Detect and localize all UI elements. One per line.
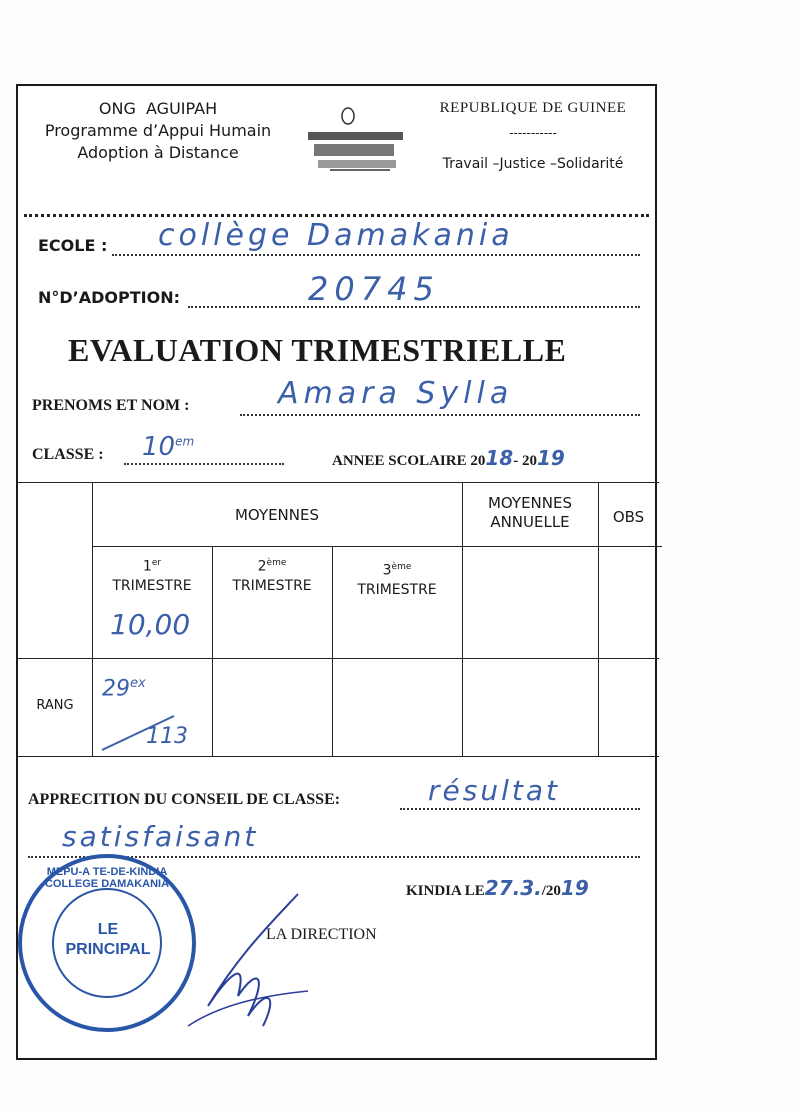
table-bottom-border: [18, 756, 659, 757]
table-col-4: [462, 482, 463, 756]
school-year-end: 19: [536, 446, 565, 470]
header-separator: [24, 214, 649, 217]
trimestre-3-suffix: ème: [391, 562, 412, 572]
class-number: 10: [142, 432, 176, 462]
rang-value: [102, 676, 146, 701]
trimestre-2-label: TRIMESTRE: [232, 577, 312, 594]
class-suffix: em: [175, 434, 195, 449]
school-label: ECOLE :: [38, 236, 108, 255]
name-value: Amara Sylla: [278, 376, 514, 411]
moyennes-annuelle-header: MOYENNES ANNUELLE: [487, 494, 572, 531]
rang-suffix: ex: [130, 676, 146, 691]
date-day-month: 27.3.: [484, 876, 542, 900]
school-value: collège Damakania: [158, 218, 514, 253]
school-year: [332, 446, 565, 470]
trimestre-3-number: 3: [382, 562, 392, 579]
page-title: EVALUATION TRIMESTRIELLE: [68, 332, 567, 368]
class-label: CLASSE :: [32, 446, 104, 463]
class-value: [142, 432, 194, 462]
class-dotted-line: [124, 463, 284, 465]
trimestre-1-header: [92, 554, 212, 596]
evaluation-card: [16, 84, 657, 1060]
trimestre-2-number: 2: [257, 558, 267, 575]
school-year-mid: - 20: [513, 453, 537, 469]
name-label: PRENOMS ET NOM :: [32, 397, 190, 414]
org-logo: [300, 104, 410, 182]
country-name: REPUBLIQUE DE GUINEE: [439, 100, 627, 116]
trimestre-2-header: [212, 554, 332, 596]
rang-position: 29: [102, 676, 130, 702]
adoption-value: 20745: [308, 270, 440, 308]
date-year-prefix: /20: [541, 883, 561, 899]
obs-header: OBS: [612, 508, 645, 526]
trimestre-2-suffix: ème: [266, 558, 287, 568]
school-year-label: ANNEE SCOLAIRE 20: [332, 453, 486, 469]
org-block: [18, 98, 298, 164]
signature: [168, 886, 328, 1036]
name-dotted-line: [240, 414, 640, 416]
country-rule: -----------: [509, 126, 557, 140]
direction-label: LA DIRECTION: [266, 926, 377, 943]
rang-total: 113: [146, 724, 188, 749]
org-adoption: Adoption à Distance: [77, 143, 239, 162]
table-row-divider: [18, 658, 659, 659]
appreciation-value-2: satisfaisant: [62, 820, 259, 853]
adoption-label: N°D’ADOPTION:: [38, 288, 180, 307]
org-name: ONG AGUIPAH: [98, 99, 218, 118]
school-year-start: 18: [485, 446, 514, 470]
trimestre-1-average: 10,00: [110, 608, 191, 641]
school-dotted-line: [112, 254, 640, 256]
table-top-border: [18, 482, 659, 483]
date-line: [406, 876, 589, 900]
moyennes-header: MOYENNES: [234, 506, 319, 524]
appreciation-label: APPRECITION DU CONSEIL DE CLASSE:: [28, 791, 341, 808]
trimestre-1-suffix: er: [151, 558, 162, 568]
trimestre-3-header: [332, 558, 462, 600]
rang-label: RANG: [36, 698, 74, 713]
stamp-outer-text: MEPU-A TE-DE-KINDIA COLLEGE DAMAKANIA: [44, 866, 170, 890]
org-program: Programme d’Appui Humain: [44, 121, 272, 140]
appreciation-dotted-line-1: [400, 808, 640, 810]
trimestre-3-label: TRIMESTRE: [357, 581, 437, 598]
date-year: 19: [560, 876, 589, 900]
trimestre-1-label: TRIMESTRE: [112, 577, 192, 594]
appreciation-value-1: résultat: [428, 774, 560, 807]
table-header-divider: [92, 546, 662, 547]
place-label: KINDIA LE: [406, 883, 485, 899]
trimestre-1-number: 1: [142, 558, 152, 575]
stamp-center-text: LE PRINCIPAL: [65, 921, 151, 958]
motto: Travail –Justice –Solidarité: [442, 156, 624, 172]
